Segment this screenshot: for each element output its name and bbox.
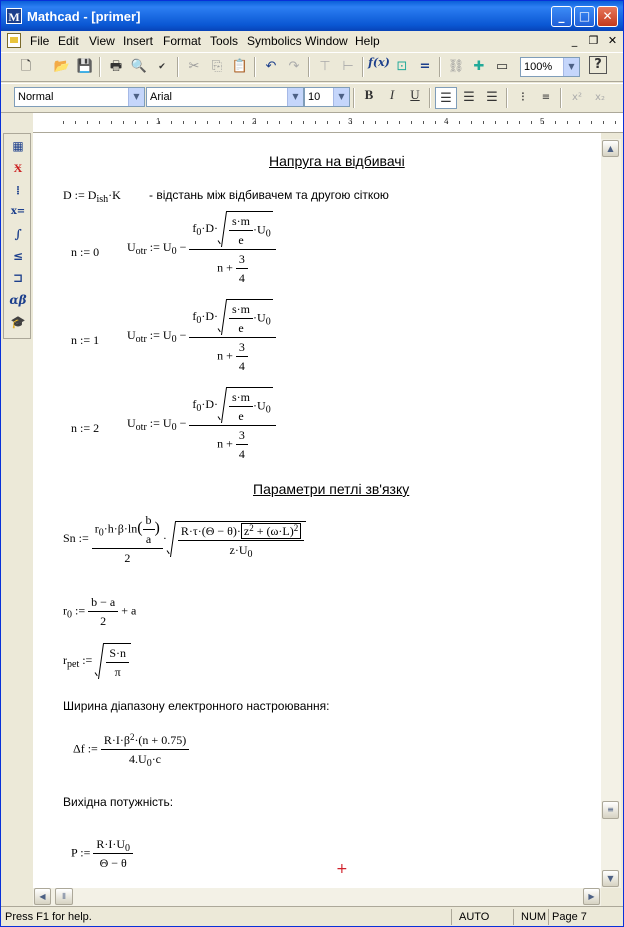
ruler-tick — [363, 121, 364, 124]
status-num: NUM — [521, 911, 547, 923]
ruler-tick — [555, 121, 556, 124]
spell-check-icon[interactable]: ✔ — [158, 62, 166, 72]
paste-icon[interactable]: 📋 — [231, 59, 249, 74]
section-heading-voltage: Напруга на відбивачі — [269, 153, 405, 169]
insert-function-icon[interactable]: f(x) — [368, 56, 390, 69]
symbolic-palette-icon[interactable]: 🎓 — [10, 315, 26, 329]
underline-icon[interactable]: U — [410, 87, 420, 102]
ruler-tick — [303, 121, 304, 124]
menu-bar — [1, 31, 623, 51]
numbering-icon[interactable]: ≡ — [541, 92, 551, 103]
help-icon[interactable]: ? — [589, 56, 607, 74]
ruler-tick — [135, 121, 136, 124]
expr-delta-f[interactable]: Δf := $\frac{R\cdot I\cdot\beta^2\cdot(n + 0.75)}{4.U_0\cdot c}$ — [73, 733, 189, 766]
ruler-number: 4 — [444, 117, 449, 126]
chevron-down-icon: ▼ — [287, 88, 303, 106]
align-down-icon[interactable]: ⊢ — [342, 59, 354, 74]
ruler-tick — [99, 121, 100, 124]
doc-minimize-icon[interactable]: _ — [571, 34, 578, 47]
print-preview-icon[interactable]: 🔍 — [130, 59, 148, 74]
ruler-tick — [291, 121, 292, 124]
status-bar — [1, 906, 623, 926]
greek-palette-icon[interactable]: αβ — [9, 293, 27, 307]
math-toolbar — [3, 133, 31, 339]
status-page: Page 7 — [552, 911, 587, 923]
align-right-icon[interactable]: ☰ — [486, 90, 498, 105]
insert-hyperlink-icon[interactable]: ⛓ — [447, 59, 465, 74]
font-size-select[interactable] — [304, 87, 350, 107]
print-icon[interactable]: 🖶 — [109, 59, 123, 74]
ruler-tick — [123, 121, 124, 124]
ruler-tick — [375, 121, 376, 124]
undo-icon[interactable]: ↶ — [265, 59, 277, 74]
chevron-down-icon: ▼ — [333, 88, 349, 106]
ruler-tick — [219, 121, 220, 124]
expr-P[interactable]: P := $\frac{R\cdot I\cdot U_0}{\Theta - \theta}$ — [71, 837, 133, 870]
ruler-tick — [459, 121, 460, 124]
chevron-down-icon: ▼ — [128, 88, 144, 106]
ruler[interactable] — [33, 113, 623, 133]
text-bandwidth: Ширина діапазону електронного настроювання: — [63, 699, 330, 713]
boolean-palette-icon[interactable]: ≤ — [12, 249, 24, 263]
ruler-tick — [531, 121, 532, 124]
expr-Sn[interactable]: Sn := $r_0\cdot h\cdot\beta\cdot\ln$( $\frac{b}{a}$ ) 2 · $\frac{R\cdot\tau\cdot(\Theta - \theta)\cdot z^2 + (\omega\cdot L)^2}{z\cdot U_0}$ — [63, 513, 306, 565]
doc-restore-icon[interactable]: ❐ — [588, 34, 599, 47]
ruler-tick — [171, 121, 172, 124]
ruler-tick — [231, 121, 232, 124]
menu-window[interactable]: Window — [305, 34, 348, 48]
menu-format[interactable]: Format — [163, 34, 202, 48]
ruler-number: 5 — [540, 117, 545, 126]
ruler-tick — [519, 121, 520, 124]
open-folder-icon[interactable]: 📂 — [53, 59, 71, 74]
align-left-icon[interactable]: ☰ — [435, 87, 457, 109]
doc-close-icon[interactable]: ✕ — [607, 34, 618, 47]
scroll-down-button[interactable]: ▼ — [602, 870, 619, 887]
programming-palette-icon[interactable]: ⊐ — [12, 271, 24, 285]
ruler-tick — [471, 121, 472, 124]
menu-symbolics[interactable]: Symbolics — [247, 34, 302, 48]
ruler-tick — [399, 121, 400, 124]
font-size-value: 10 — [308, 91, 321, 103]
menu-insert[interactable]: Insert — [123, 34, 154, 48]
ruler-tick — [495, 121, 496, 124]
ruler-tick — [411, 121, 412, 124]
section-heading-loop: Параметри петлі зв'язку — [253, 481, 410, 497]
zoom-value: 100% — [524, 61, 553, 73]
ruler-tick — [423, 121, 424, 124]
ruler-tick — [111, 121, 112, 124]
formatting-toolbar — [1, 83, 623, 113]
text-power: Вихідна потужність: — [63, 795, 174, 809]
align-center-icon[interactable]: ☰ — [463, 90, 475, 105]
expr-Uotr-1[interactable]: $U_{otr}$ := $U_0$ − $f_0\cdot D\cdot$ $\frac{s\cdot m}{e}$ $\cdot U_0$ n + $\frac{3}{4}$ — [127, 299, 276, 373]
ruler-tick — [279, 121, 280, 124]
insert-component-icon[interactable]: ✚ — [473, 59, 485, 74]
bullets-icon[interactable]: ⁝ — [520, 90, 526, 105]
ruler-tick — [387, 121, 388, 124]
font-select[interactable] — [146, 87, 304, 107]
status-help: Press F1 for help. — [5, 911, 92, 923]
n-assign-0[interactable]: n := 0 — [71, 245, 100, 259]
calculator-palette-icon[interactable]: ▦ — [12, 139, 24, 153]
ruler-tick — [243, 121, 244, 124]
close-button[interactable]: ✕ — [597, 6, 618, 27]
window-title: Mathcad - [primer] — [27, 9, 141, 24]
minimize-button[interactable]: _ — [551, 6, 572, 27]
calculate-icon[interactable]: = — [419, 59, 431, 74]
ruler-tick — [147, 121, 148, 124]
scroll-left-button[interactable]: ◀ — [34, 888, 51, 905]
evaluation-palette-icon[interactable]: x= — [10, 206, 26, 217]
calculus-palette-icon[interactable]: ∫ — [14, 227, 22, 241]
new-document-icon[interactable]: 🗋 — [20, 59, 32, 74]
expr-Uotr-0[interactable]: $U_{otr}$ := $U_0$ − $f_0\cdot D\cdot$ $\frac{s\cdot m}{e}$ $\cdot U_0$ n + $\frac{3}{4}$ — [127, 211, 276, 285]
ruler-tick — [579, 121, 580, 124]
ruler-tick — [87, 121, 88, 124]
ruler-number: 3 — [348, 117, 353, 126]
align-across-icon[interactable]: ⊤ — [319, 59, 331, 74]
subscript-icon[interactable]: x₂ — [595, 92, 605, 103]
ruler-tick — [507, 121, 508, 124]
vertical-scroll-thumb[interactable]: ≡ — [602, 801, 619, 819]
ruler-tick — [207, 121, 208, 124]
menu-view[interactable]: View — [89, 34, 115, 48]
ruler-tick — [483, 121, 484, 124]
bold-icon[interactable]: B — [364, 87, 374, 102]
ruler-tick — [327, 121, 328, 124]
superscript-icon[interactable]: x² — [572, 92, 582, 103]
crosshair-cursor-icon: + — [336, 861, 348, 877]
title-bar[interactable] — [1, 1, 623, 31]
redo-icon[interactable]: ↷ — [288, 59, 300, 74]
expr-Uotr-2[interactable]: $U_{otr}$ := $U_0$ − $f_0\cdot D\cdot$ $\frac{s\cdot m}{e}$ $\cdot U_0$ n + $\frac{3}{4}$ — [127, 387, 276, 461]
worksheet[interactable] — [33, 133, 601, 888]
italic-icon[interactable]: I — [389, 87, 395, 102]
ruler-tick — [567, 121, 568, 124]
desc-D: - відстань між відбивачем та другою сіткою — [149, 188, 389, 202]
vertical-scrollbar[interactable] — [601, 139, 621, 888]
ruler-tick — [435, 121, 436, 124]
insert-unit-icon[interactable]: ⊡ — [396, 59, 408, 74]
scroll-right-button[interactable]: ▶ — [583, 888, 600, 905]
document-icon[interactable] — [7, 33, 21, 48]
horizontal-scroll-thumb[interactable]: ⦀ — [55, 888, 73, 905]
horizontal-scrollbar[interactable] — [33, 888, 601, 906]
cut-icon[interactable]: ✂ — [188, 59, 200, 74]
ruler-tick — [183, 121, 184, 124]
menu-file[interactable]: File — [30, 34, 50, 48]
expr-r0[interactable]: $r_0$ := $\frac{b - a}{2}$ + a — [63, 595, 137, 628]
menu-help[interactable]: Help — [355, 34, 380, 48]
menu-tools[interactable]: Tools — [210, 34, 239, 48]
ruler-tick — [315, 121, 316, 124]
save-icon[interactable]: 💾 — [76, 59, 94, 74]
ruler-tick — [615, 121, 616, 124]
resource-center-icon[interactable]: ▭ — [495, 59, 509, 74]
maximize-button[interactable]: □ — [574, 6, 595, 27]
ruler-tick — [591, 121, 592, 124]
chevron-down-icon: ▼ — [563, 58, 579, 76]
graph-palette-icon[interactable]: Ӿ — [13, 161, 23, 175]
standard-toolbar — [1, 52, 623, 82]
style-value: Normal — [18, 91, 54, 103]
ruler-number: 2 — [252, 117, 257, 126]
menu-edit[interactable]: Edit — [58, 34, 79, 48]
copy-icon[interactable]: ⎘ — [211, 59, 223, 74]
style-select[interactable] — [14, 87, 145, 107]
scroll-up-button[interactable]: ▲ — [602, 140, 619, 157]
n-assign-1[interactable]: n := 1 — [71, 333, 100, 347]
expr-rpet[interactable]: $r_{pet}$ := $\frac{S\cdot n}{\pi}$ — [63, 643, 131, 679]
matrix-palette-icon[interactable]: ⁞ — [16, 183, 20, 197]
ruler-tick — [75, 121, 76, 124]
ruler-tick — [195, 121, 196, 124]
ruler-number: 1 — [156, 117, 161, 126]
expr-D[interactable]: D := $D_{ish}\cdot K$ — [63, 188, 121, 205]
font-value: Arial — [150, 91, 173, 103]
ruler-tick — [267, 121, 268, 124]
mathcad-logo-icon: M — [6, 8, 22, 24]
ruler-tick — [63, 121, 64, 124]
ruler-tick — [603, 121, 604, 124]
n-assign-2[interactable]: n := 2 — [71, 421, 100, 435]
status-calc-mode: AUTO — [459, 911, 490, 923]
zoom-select[interactable] — [520, 57, 580, 77]
ruler-tick — [339, 121, 340, 124]
